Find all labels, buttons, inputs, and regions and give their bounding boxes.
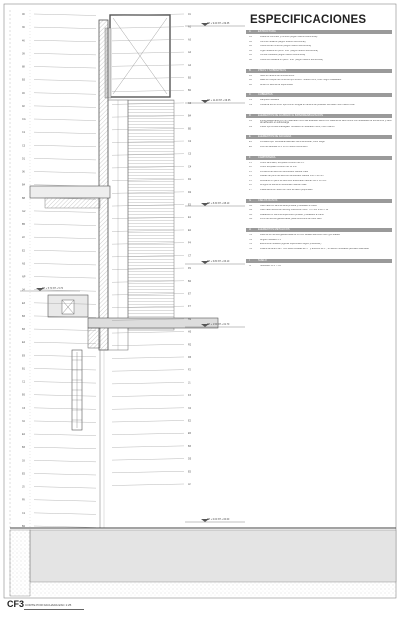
spec-item-text: Dilatacas en Lámina superboard pintado y detallado a mano [260,213,324,216]
spec-section [246,156,392,199]
level-marker [185,203,245,206]
glass-panel [128,100,174,330]
spec-section-title: ESTRUCTURA [258,30,276,33]
spec-item-text: Viga metálica en perfil "IPE" (según diseño estructural) [260,49,318,52]
left-callout [22,13,96,16]
spec-item-code: B3 [249,83,252,86]
right-callout [112,432,192,435]
right-callout-label: B3 [188,76,192,80]
left-callout-label: E2 [22,433,26,437]
spec-item-code: G3 [249,213,253,216]
left-callout-label: B5 [22,223,26,227]
left-callout [22,92,96,95]
spec-section-title: PISOS Y SOBREPISOS [258,68,287,72]
spec-item-text: Pisó de tabletas 30 x 30 cm estilo cementero [260,145,308,148]
level-label: NP + 1.50 NT + 01.70 [207,324,230,326]
left-callout [22,394,96,397]
spec-item-text: Correa metálica (según diseño estructural) [260,54,306,57]
spec-item-code: C2 [249,103,253,106]
right-callout [112,407,192,410]
left-callout-label: B8 [22,196,26,200]
title-underline [24,609,84,610]
right-callout-label: A4 [188,63,192,67]
right-callout-label: 01 [188,13,191,16]
left-callout-label: 09 [22,52,25,56]
spec-item-code: C1 [249,99,253,102]
left-callout [22,354,96,357]
left-callout [22,79,96,82]
left-callout-label: 36 [22,26,25,30]
right-callout [112,77,192,80]
left-callout [22,276,96,279]
right-callout-label: J1 [188,381,191,385]
left-callout-label: E3 [22,301,26,305]
right-callout-label: A3 [188,38,192,42]
spec-item-code: H3 [249,243,253,246]
level-label: NP + 5.70 NT + 5.70 [42,288,63,290]
right-callout-label: R2 [188,343,192,347]
right-callout-label: C3 [188,152,192,156]
right-callout [112,26,192,29]
right-callout [112,331,192,334]
spec-item-code: H1 [249,234,253,237]
spec-section-title: ELEMENTOS METÁLICOS [258,228,290,232]
sheet-code: CF3 [7,599,25,609]
right-callout-label: D5 [188,457,192,461]
left-callout-label: B3 [22,446,26,450]
left-callout-label: E6 [22,393,26,397]
left-callout-label: B3 [22,78,26,82]
left-callout [22,367,96,370]
right-callout [112,64,192,67]
specifications-list [246,30,392,275]
left-callout [22,249,96,252]
left-callout-label: 34 [22,419,25,423]
spec-section [246,30,392,69]
level-marker [185,519,245,522]
spec-item-code: F2 [249,166,252,169]
spec-item-code: E2 [249,145,252,148]
spec-item-code: E1 [249,141,252,144]
spec-item-text: Estructura metálica (figuras superboard según proveedor) [260,243,322,246]
spec-item-text: Placa de concreto y bifrene (según diseño estructural) [260,36,318,38]
spec-section-letter: I [249,259,250,262]
left-callout-label: G2 [22,209,26,213]
spec-section-letter: C [249,93,251,97]
right-callout-label: C3 [188,101,192,105]
left-callout [22,26,96,29]
spec-section-letter: F [249,155,251,159]
spec-item-code: G2 [249,209,253,212]
left-callout-label: CG [22,118,26,122]
spec-item [246,265,392,270]
spec-item-code: B2 [249,79,252,82]
left-callout-label: 00 [22,13,25,16]
spec-section-letter: B [249,68,251,72]
right-callout-label: B5 [188,127,192,131]
spec-item [246,59,392,64]
spec-item-code: H2 [249,238,253,241]
left-callout-label: FK [22,498,26,502]
spec-item-text: Base en bloque de concreto tipo fresco. Huella 15cm, color negro trasladado [260,79,342,82]
left-callout [22,66,96,69]
soil-base [30,582,396,596]
left-callouts [22,13,96,528]
spec-item-text: Anillo en lámina de superboard [260,83,293,86]
spec-item-code: D1 [249,119,253,122]
spec-item-text: Pasamanos en acero en tubo de alero prepintado [260,189,313,192]
spec-section-title: CARPINTERÍA [258,155,276,159]
right-callout-label: D1 [188,178,192,182]
left-callout-label: 22 [22,236,25,240]
left-callout-label: NP [22,275,26,279]
sheet-name: CORTE POR FACHADA ESC 1:25 [25,603,72,607]
right-callout-label: C7 [188,254,192,258]
right-callout-label: J2 [188,483,191,486]
spec-item-code: A4 [249,49,252,52]
left-callout [22,472,96,475]
left-callout-label: B4 [22,183,26,187]
spec-item [246,126,392,131]
left-callout-label: D1 [22,157,26,161]
left-callout [22,262,96,265]
spec-item-text: Perfilería de aluminio anodizado natural mate [260,170,309,173]
level-label: NP + 8.30 NT + 08.10 [207,203,230,205]
left-callout-label: 06 [22,170,25,174]
spec-section-letter: D [249,113,251,117]
left-callout-label: 34 [22,288,25,292]
right-callout-label: E5 [188,432,192,436]
left-callout [22,223,96,226]
left-callout [22,171,96,174]
slab-upper [30,186,110,198]
right-callout-label: X4 [188,406,192,410]
left-callout [22,459,96,462]
right-callout-label: E2 [188,228,192,232]
right-callout [112,483,191,486]
spec-section-letter: H [249,228,251,232]
spec-item-code: H4 [249,247,253,250]
spec-item-code: G4 [249,218,253,221]
spec-item-code: A5 [249,54,252,57]
spec-item-text: Montante en perfil de aluminio anodizado natural 150 x 50 mm [260,179,327,182]
spec-item-text: Vidrio templado incoloro de 10 mm [260,166,297,169]
left-callout [22,433,96,436]
spec-section-title: ELEMENTOS DE ACABADO E IMPERMEABILIZACIÓN [258,113,323,117]
spec-item-text: Cielo raso en lámina sana pintada y detallado a mano [260,204,318,207]
left-callout-label: C1 [22,380,26,384]
right-callout [112,343,192,346]
right-callout-label: A4 [188,51,192,55]
left-callout-label: C1 [22,131,26,135]
spec-item-code: A6 [249,58,252,61]
left-callout [22,236,96,239]
spec-item [246,218,392,223]
spec-item-code: G1 [249,204,253,207]
spec-item-code: D2 [249,125,253,128]
left-callout [22,407,96,410]
right-callout [112,38,192,41]
spec-item [246,189,392,194]
spec-item-code: F5 [249,179,252,182]
left-callout [22,39,96,42]
left-callout-label: E5 [22,472,26,476]
left-callout [22,131,96,134]
right-callout-label: H3 [188,330,192,334]
spec-section-title: ELEMENTOS DE FACHADA [258,135,292,139]
spec-item-text: Panel tipo Acústico/Exagaia. Similares 6h acabado mixto, color blanco [260,125,335,128]
level-label: NP + 6.80 NT + 06.10 [207,261,230,263]
right-callout-label: B2 [188,89,192,93]
left-callout-label: B2 [22,525,26,528]
spec-item-text: Cielo raso lámina Armstrong referencia 'lúcid' YTP-PR 2-48 X 12 [260,209,329,212]
spec-item-text: Cercha metálica (según diseño estructural) [260,40,306,43]
left-callout [22,157,96,160]
right-callout-label: E7 [188,292,192,296]
spec-item-text: Whipps de aluminio anodizado natural mate [260,184,307,187]
spec-section-title: CIELOS RASOS [258,198,278,202]
level-label: NP + 11.40 NT + 09.35 [207,100,231,102]
right-callout [112,381,191,384]
spec-section-letter: A [249,30,251,33]
right-callout-label: H2 [188,317,192,321]
left-callout-label: B3 [22,314,26,318]
left-callout [22,52,96,55]
spec-item-text: Columna metálica en perfil "IPE" (según diseño estructural) [260,58,323,61]
spec-section-title: SUELO [258,259,267,262]
spec-item [246,146,392,151]
spec-item-text: Angulo metálico 0.1 [260,238,281,241]
spec-item-code: F4 [249,175,252,178]
soil-fill [10,530,30,596]
left-callout-label: 88 [22,65,25,69]
left-callout-label: C3 [22,406,26,410]
specifications-title: ESPECIFICACIONES [250,14,367,26]
right-callout-label: E1 [188,216,192,220]
spec-section [246,228,392,259]
right-callout-label: F7 [188,305,191,309]
right-callout-label: E3 [188,203,192,207]
spec-section-letter: E [249,135,251,139]
spec-section [246,135,392,155]
right-callout-label: F2 [188,368,191,372]
spec-item-text: Lámpara metálica [260,99,280,102]
left-callout [22,499,96,502]
spec-item-text: Subsuelo 50 x 7 cm [260,265,281,267]
right-callout [112,419,192,422]
right-callout [112,51,192,54]
left-callout-label: J5 [22,485,25,489]
spec-item-text: Platina de acero de 7 con determinadas de 5 ° y anuncio de 1°, en acero inoxidable perfilado calibrada [260,247,369,250]
spec-item-text: Perfil de lámina galvanizada, para estructura de cielo raso [260,218,322,221]
left-callout-label: B3 [22,328,26,332]
right-callout-label: E5 [188,470,192,474]
spec-item-text: Nivel en lámina de fibrocemento [260,74,295,77]
spec-item-text: Flanche en lámina galvanizada de 16 con sellado aluminio color gris leaden [260,234,341,237]
level-label: NP + 9.20 NT + 09.35 [207,23,230,25]
right-callout-label: C4 [188,165,192,169]
spec-item-text: Impermeabilizante 25 mm realizado como las acabado sellos con cadena de sello sobre con acabadas de techumbre y selló de adhesión en sobrecarga [260,119,392,125]
level-marker [185,100,245,103]
left-callout-label: C1 [22,511,26,515]
spec-item-code: A1 [249,36,252,38]
spec-item-code: F3 [249,170,252,173]
right-callout [112,470,192,473]
right-callout [112,445,192,448]
spec-item-text: Persiana tipo Venetiana/Naturaliz-Minima/Sisolar, color beige [260,141,325,144]
right-callout-label: F4 [188,241,191,245]
right-callout-label: R3 [188,355,192,359]
right-callout-label: F3 [188,394,191,398]
left-callout-label: E2 [22,249,26,253]
right-callout [112,369,192,372]
left-callout-label: 46 [22,91,25,95]
spec-item-code: I1 [249,265,251,267]
right-callout-label: B3 [188,444,192,448]
left-callout-label: 92 [22,104,25,108]
spec-item-code: F6 [249,184,252,187]
spec-section [246,259,392,275]
right-callout-label: C2 [188,140,192,144]
left-callout-label: 03 [22,459,25,463]
spec-item-code: F1 [249,161,252,164]
left-callout [22,210,96,213]
right-callout [112,458,192,461]
spec-item [246,248,392,254]
left-callout [22,328,96,331]
left-callout-label: 46 [22,39,25,43]
left-callout-label: N3 [22,262,26,266]
foundation-slab [30,530,396,582]
left-callout [22,420,96,423]
spec-item-code: A3 [249,45,252,48]
right-callout-label: D2 [188,190,192,194]
spec-item-code: A2 [249,40,252,43]
spec-section [246,93,392,113]
spec-item-text: Columna de concreto (según diseño estructural) [260,45,312,48]
right-callout [112,394,192,397]
level-label: NP + 0.00 NT + 00.00 [207,519,230,521]
left-callout-label: E4 [22,341,26,345]
right-callout-label: A1 [188,25,192,29]
left-callout [22,512,96,515]
right-callout [112,89,192,92]
left-callout-label: B1 [22,367,26,371]
right-callout-label: E2 [188,419,192,423]
spec-item-code: B1 [249,74,252,77]
main-column [99,20,108,350]
left-callout [22,118,96,121]
level-marker [185,261,245,264]
left-callout [22,486,96,489]
left-callout-label: E9 [22,354,26,358]
spec-section [246,199,392,228]
right-callout-label: B4 [188,279,192,283]
spec-section-title: CUBIERTAS [258,93,273,97]
spec-item-text: Cubierta termo-SISC tipo Domo Scuglia en lámina de poliestel trenzado color blanco RAL [260,103,355,106]
left-callout [22,446,96,449]
spec-item-code: F7 [249,189,252,192]
left-callout [22,381,96,384]
left-callout-label: C3 [22,144,26,148]
spec-item [246,104,392,109]
spec-item-text: Vidrio laminado, templado incoloro de 6 K [260,161,305,164]
right-callout-label: B4 [188,114,192,118]
spec-item [246,84,392,89]
left-callout [22,144,96,147]
left-callout [22,341,96,344]
right-callout-label: F9 [188,267,191,271]
spec-section-letter: G [249,198,252,202]
left-callout [22,105,96,108]
right-callout [112,356,192,359]
spec-item-text: Duelas de perfil de aluminio anodizado natural 150 x 50 mm [260,175,324,178]
level-marker [185,23,245,26]
